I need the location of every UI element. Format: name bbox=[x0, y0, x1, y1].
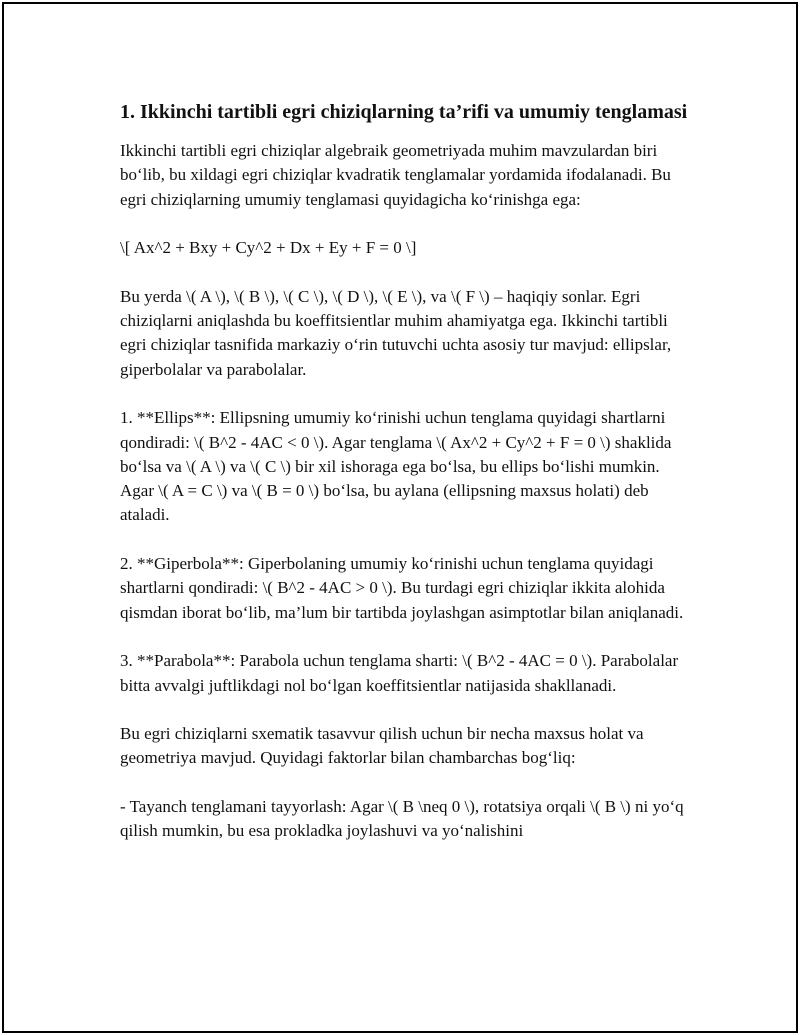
parabola-paragraph: 3. **Parabola**: Parabola uchun tenglama sharti: \( B^2 - 4AC = 0 \). Parabolalar bitta avvalgi juftlikdagi nol bo‘lgan koeffitsientlar natijasida shakllanadi. bbox=[120, 651, 679, 695]
general-equation: \[ Ax^2 + Bxy + Cy^2 + Dx + Ey + F = 0 \] bbox=[120, 238, 417, 258]
ellipse-paragraph: 1. **Ellips**: Ellipsning umumiy ko‘rinishi uchun tenglama quyidagi shartlarni qondiradi: \( B^2 - 4AC < 0 \). Agar tenglama \( Ax^2 + Cy^2 + F = 0 \) shaklida bo‘lsa va \( A \) va \( C \) bir xil ishoraga ega bo‘lsa, bu ellips bo‘lishi mumkin. Agar \( A = C \) va \( B = 0 \) bo‘lsa, bu aylana (ellipsning maxsus holati) deb ataladi. bbox=[120, 408, 672, 525]
coefficients-paragraph: Bu yerda \( A \), \( B \), \( C \), \( D \), \( E \), va \( F \) – haqiqiy sonlar. Egri chiziqlarni aniqlashda bu koeffitsientlar muhim ahamiyatga ega. Ikkinchi tartibli egri chiziqlar tasnifida markaziy o‘rin tutuvchi uchta asosiy tur mavjud: ellipslar, giperbolalar va parabolalar. bbox=[120, 286, 672, 379]
intro-paragraph: Ikkinchi tartibli egri chiziqlar algebraik geometriyada muhim mavzulardan biri bo‘lib, bu xildagi egri chiziqlar kvadratik tenglamalar yordamida ifodalanadi. Bu egri chiziqlarning umumiy tenglamasi quyidagicha ko‘rinishga ega: bbox=[120, 141, 671, 209]
document-body bbox=[120, 98, 692, 868]
list-item-rotation: - Tayanch tenglamani tayyorlash: Agar \( B \neq 0 \), rotatsiya orqali \( B \) ni yo‘q qilish mumkin, bu esa prokladka joylashuvi va yo‘nalishini bbox=[120, 797, 684, 841]
special-cases-paragraph: Bu egri chiziqlarni sxematik tasavvur qilish uchun bir necha maxsus holat va geometriya mavjud. Quyidagi faktorlar bilan chambarchas bog‘liq: bbox=[120, 724, 644, 768]
section-heading: 1. Ikkinchi tartibli egri chiziqlarning ta’rifi va umumiy tenglamasi bbox=[120, 101, 688, 123]
document-page bbox=[2, 2, 798, 1033]
hyperbola-paragraph: 2. **Giperbola**: Giperbolaning umumiy ko‘rinishi uchun tenglama quyidagi shartlarni qondiradi: \( B^2 - 4AC > 0 \). Bu turdagi egri chiziqlar ikkita alohida qismdan iborat bo‘lib, ma’lum bir tartibda joylashgan asimptotlar bilan aniqlanadi. bbox=[120, 554, 684, 622]
